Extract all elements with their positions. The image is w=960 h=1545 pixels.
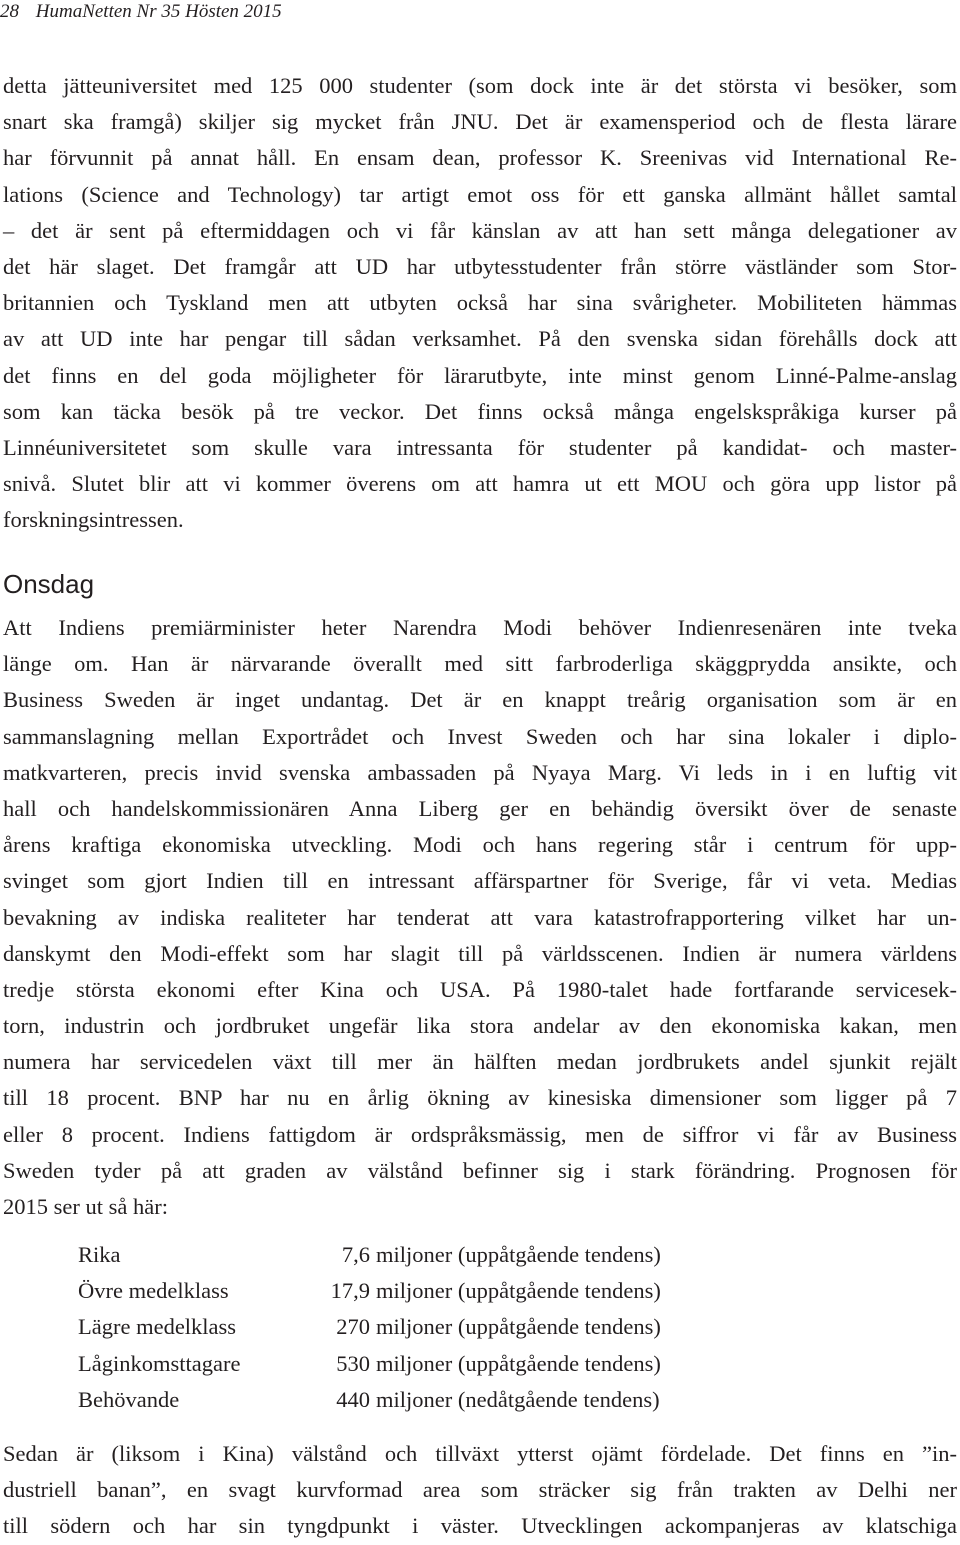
running-header (0, 0, 282, 26)
forecast-label: Låginkomsttagare (78, 1350, 241, 1376)
text-line: torn, industrin och jordbruket ungefär lika stora andelar av den ekonomiska kakan, men (3, 1013, 957, 1039)
forecast-row (78, 1346, 661, 1382)
text-line: till södern och har sin tyngdpunkt i väster. Utvecklingen ackompanjeras av klatschiga (3, 1513, 957, 1539)
forecast-value: 530 (336, 1350, 370, 1376)
text-line: länge om. Han är närvarande överallt med sitt farbroderliga skäggprydda ansikte, och (3, 651, 957, 677)
text-line: 2015 ser ut så här: (3, 1194, 168, 1219)
forecast-desc: miljoner (uppåtgående tendens) (376, 1314, 661, 1340)
text-line: snart ska framgå) skiljer sig mycket från JNU. Det är examensperiod och de flesta lärare (3, 109, 957, 135)
text-line: tredje största ekonomi efter Kina och USA. På 1980-talet hade fortfarande servicesek- (3, 976, 957, 1002)
forecast-value: 440 (336, 1386, 370, 1412)
forecast-desc: miljoner (uppåtgående tendens) (376, 1350, 661, 1376)
text-line: numera har servicedelen växt till mer än hälften medan jordbrukets andel sjunkit rejält (3, 1049, 957, 1075)
forecast-value: 17,9 (330, 1278, 370, 1304)
forecast-desc: miljoner (uppåtgående tendens) (376, 1242, 661, 1267)
text-line: Linnéuniversitetet som skulle vara intressanta för studenter på kandidat- och master- (3, 434, 957, 460)
text-line: Sweden tyder på att graden av välstånd befinner sig i stark förändring. Prognosen för (3, 1157, 957, 1183)
forecast-label: Rika (78, 1242, 121, 1267)
text-line: det här slaget. Det framgår att UD har utbytesstudenter från större västländer som Stor- (3, 253, 957, 279)
text-line: lations (Science and Technology) tar artigt emot oss för ett ganska allmänt hållet samtal (3, 181, 957, 207)
forecast-row (78, 1382, 661, 1418)
forecast-label: Behövande (78, 1386, 180, 1412)
text-line: matkvarteren, precis invid svenska ambassaden på Nyaya Marg. Vi leds in i en luftig vit (3, 759, 957, 785)
text-line: som kan täcka besök på tre veckor. Det finns också många engelskspråkiga kurser på (3, 398, 957, 424)
text-line: Sedan är (liksom i Kina) välstånd och tillväxt ytterst ojämt fördelade. Det finns en ”in- (3, 1441, 957, 1466)
forecast-row (78, 1237, 661, 1273)
text-line: snivå. Slutet blir att vi kommer överens om att hamra ut ett MOU och göra upp listor på (3, 471, 957, 497)
paragraph-industrial-banana (3, 1436, 957, 1545)
text-line: danskymt den Modi-effekt som har slagit till på världsscenen. Indien är numera världens (3, 940, 957, 966)
text-line: bevakning av indiska realiteter har tenderat att vara katastrofrapportering vilket har un- (3, 904, 957, 930)
section-heading: Onsdag (3, 569, 95, 599)
text-line: forskningsintressen. (3, 507, 184, 533)
page-number: 28 (0, 1, 19, 22)
text-line: sammanslagning mellan Exportrådet och Invest Sweden och har sina lokaler i diplo- (3, 723, 957, 749)
text-line: årens kraftiga ekonomiska utveckling. Modi och hans regering står i centrum för upp- (3, 832, 957, 858)
text-line: – det är sent på eftermiddagen och vi får känslan av att han sett många delegationer av (3, 217, 957, 243)
forecast-value: 270 (336, 1314, 370, 1340)
forecast-row (78, 1309, 661, 1345)
text-line: svinget som gjort Indien till en intressant affärspartner för Sverige, får vi veta. Medias (3, 868, 957, 894)
forecast-table (78, 1237, 661, 1418)
forecast-label: Lägre medelklass (78, 1314, 237, 1340)
text-line: hall och handelskommissionären Anna Liberg ger en behändig översikt över de senaste (3, 795, 957, 821)
forecast-desc: miljoner (nedåtgående tendens) (376, 1386, 660, 1412)
forecast-desc: miljoner (uppåtgående tendens) (376, 1278, 661, 1304)
text-line: detta jätteuniversitet med 125 000 studenter (som dock inte är det största vi besöker, som (3, 73, 957, 98)
text-line: Business Sweden är inget undantag. Det är en knappt treårig organisation som är en (3, 687, 957, 713)
text-line: har förvunnit på annat håll. En ensam dean, professor K. Sreenivas vid International Re- (3, 145, 957, 171)
text-line: det finns en del goda möjligheter för lärarutbyte, inte minst genom Linné-Palme-anslag (3, 362, 957, 388)
text-line: till 18 procent. BNP har nu en årlig ökning av kinesiska dimensioner som ligger på 7 (3, 1085, 957, 1111)
forecast-label: Övre medelklass (78, 1278, 229, 1304)
text-line: av att UD inte har pengar till sådan verksamhet. På den svenska sidan förehålls dock att (3, 326, 957, 352)
paragraph-business-sweden (3, 610, 957, 1225)
text-line: Att Indiens premiärminister heter Narendra Modi behöver Indienresenären inte tveka (3, 615, 957, 640)
text-line: eller 8 procent. Indiens fattigdom är ordspråksmässig, men de siffror vi får av Business (3, 1121, 957, 1147)
text-line: dustriell banan”, en svagt kurvformad area som sträcker sig från trakten av Delhi ner (3, 1477, 957, 1503)
paragraph-jnu-visit (3, 68, 957, 538)
forecast-value: 7,6 (341, 1242, 370, 1267)
text-line: britannien och Tyskland men att utbyten också har sina svårigheter. Mobiliteten hämmas (3, 290, 957, 316)
journal-title: HumaNetten Nr 35 Hösten 2015 (35, 1, 282, 22)
forecast-row (78, 1273, 661, 1309)
